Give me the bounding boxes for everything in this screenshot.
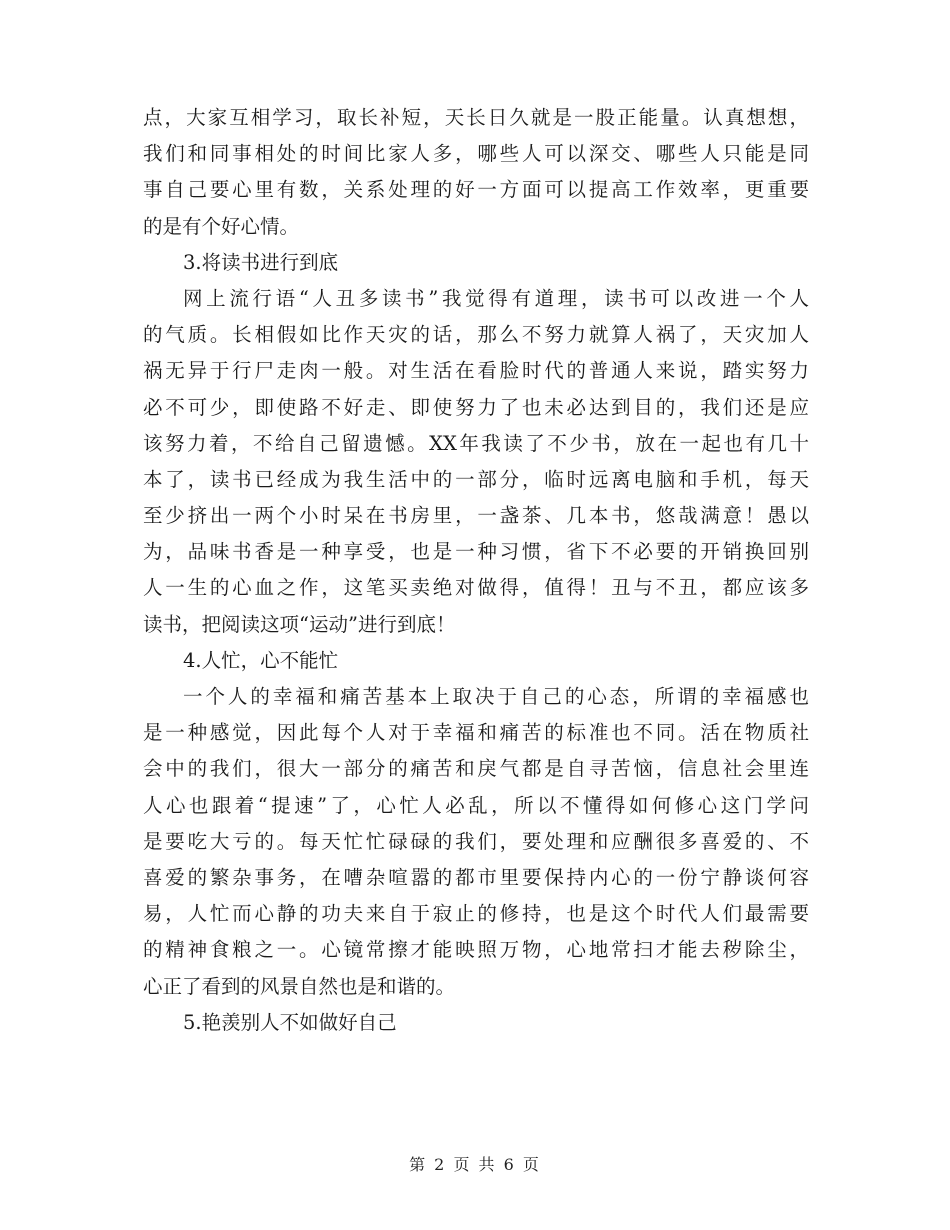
text-line: 的气质。长相假如比作天灾的话，那么不努力就算人祸了，天灾加人 — [143, 323, 809, 347]
document-body — [143, 100, 809, 1041]
text-line: 我们和同事相处的时间比家人多，哪些人可以深交、哪些人只能是同 — [143, 142, 809, 166]
text-line: 为，品味书香是一种享受，也是一种习惯，省下不必要的开销换回别 — [143, 540, 809, 564]
text-line: 是要吃大亏的。每天忙忙碌碌的我们，要处理和应酬很多喜爱的、不 — [143, 829, 809, 853]
text-line: 至少挤出一两个小时呆在书房里，一盏茶、几本书，悠哉满意！愚以 — [143, 504, 809, 528]
text-line: 网上流行语“人丑多读书”我觉得有道理，读书可以改进一个人 — [183, 286, 809, 310]
text-line: 本了，读书已经成为我生活中的一部分，临时远离电脑和手机，每天 — [143, 467, 809, 491]
text-line: 读书，把阅读这项“运动”进行到底！ — [143, 612, 456, 636]
text-line: 人心也跟着“提速”了，心忙人必乱，所以不懂得如何修心这门学问 — [143, 793, 809, 817]
section-heading: 4.人忙，心不能忙 — [183, 648, 339, 672]
section-heading: 3.将读书进行到底 — [183, 250, 339, 274]
text-line: 心正了看到的风景自然也是和谐的。 — [143, 974, 456, 998]
text-line: 的精神食粮之一。心镜常擦才能映照万物，心地常扫才能去秽除尘， — [143, 938, 809, 962]
text-line: 喜爱的繁杂事务，在嘈杂喧嚣的都市里要保持内心的一份宁静谈何容 — [143, 865, 809, 889]
text-line: 祸无异于行尸走肉一般。对生活在看脸时代的普通人来说，踏实努力 — [143, 359, 809, 383]
text-line: 事自己要心里有数，关系处理的好一方面可以提高工作效率，更重要 — [143, 178, 809, 202]
text-line: 点，大家互相学习，取长补短，天长日久就是一股正能量。认真想想， — [143, 106, 809, 129]
page-number-footer: 第 2 页 共 6 页 — [409, 1155, 541, 1174]
section-heading: 5.艳羡别人不如做好自己 — [183, 1010, 397, 1034]
text-line: 会中的我们，很大一部分的痛苦和戾气都是自寻苦恼，信息社会里连 — [143, 757, 809, 781]
text-line: 易，人忙而心静的功夫来自于寂止的修持，也是这个时代人们最需要 — [143, 902, 809, 926]
text-line: 一个人的幸福和痛苦基本上取决于自己的心态，所谓的幸福感也 — [183, 685, 809, 708]
text-line: 必不可少，即使路不好走、即使努力了也未必达到目的，我们还是应 — [143, 395, 809, 419]
text-line: 人一生的心血之作，这笔买卖绝对做得，值得！丑与不丑，都应该多 — [143, 576, 809, 600]
text-line: 的是有个好心情。 — [143, 214, 300, 238]
text-line: 是一种感觉，因此每个人对于幸福和痛苦的标准也不同。活在物质社 — [143, 721, 809, 745]
text-line: 该努力着，不给自己留遗憾。XX年我读了不少书，放在一起也有几十 — [143, 431, 809, 455]
